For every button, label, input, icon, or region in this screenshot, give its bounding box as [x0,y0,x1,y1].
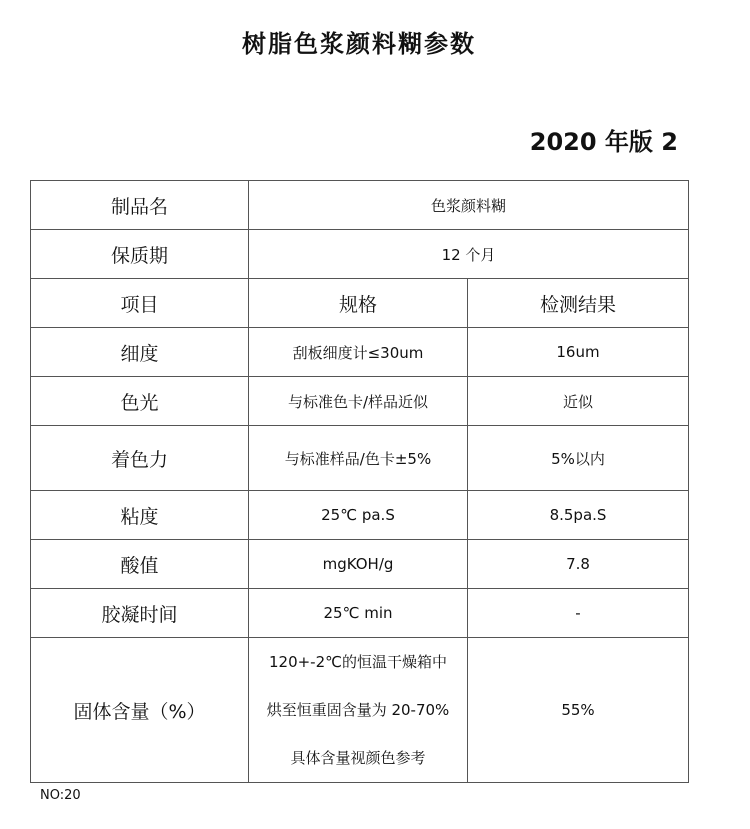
spec-line: 烘至恒重固含量为 20-70% [266,701,450,719]
solid-content-spec [249,638,468,783]
row-result: 8.5pa.S [468,491,689,540]
table-row [31,589,689,638]
table-row [31,181,689,230]
product-name-value: 色浆颜料糊 [249,181,689,230]
solid-content-label: 固体含量（%） [31,638,249,783]
row-item: 着色力 [31,426,249,491]
table-row [31,328,689,377]
product-name-label: 制品名 [31,181,249,230]
row-result: 5%以内 [468,426,689,491]
row-result: 7.8 [468,540,689,589]
table-row [31,426,689,491]
table-row [31,638,689,783]
row-item: 粘度 [31,491,249,540]
header-result: 检测结果 [468,279,689,328]
document-title: 树脂色浆颜料糊参数 [242,30,476,58]
row-result: - [468,589,689,638]
row-spec: 与标准样品/色卡±5% [249,426,468,491]
table-row [31,230,689,279]
table-row [31,377,689,426]
spec-line: 具体含量视颜色参考 [290,749,426,767]
spec-line: 120+-2℃的恒温干燥箱中 [268,653,447,671]
row-item: 细度 [31,328,249,377]
shelf-life-label: 保质期 [31,230,249,279]
header-spec: 规格 [249,279,468,328]
header-item: 项目 [31,279,249,328]
row-spec: 25℃ pa.S [249,491,468,540]
row-spec: 与标准色卡/样品近似 [249,377,468,426]
row-spec: mgKOH/g [249,540,468,589]
row-item: 色光 [31,377,249,426]
solid-content-result: 55% [468,638,689,783]
table-row [31,491,689,540]
row-item: 胶凝时间 [31,589,249,638]
row-spec: 刮板细度计≤30um [249,328,468,377]
table-row [31,540,689,589]
row-result: 近似 [468,377,689,426]
table-header-row [31,279,689,328]
parameter-table [30,180,689,783]
row-spec: 25℃ min [249,589,468,638]
shelf-life-value: 12 个月 [249,230,689,279]
row-result: 16um [468,328,689,377]
edition-label: 2020 年版 2 [529,128,678,156]
document-number: NO:20 [40,788,81,803]
row-item: 酸值 [31,540,249,589]
